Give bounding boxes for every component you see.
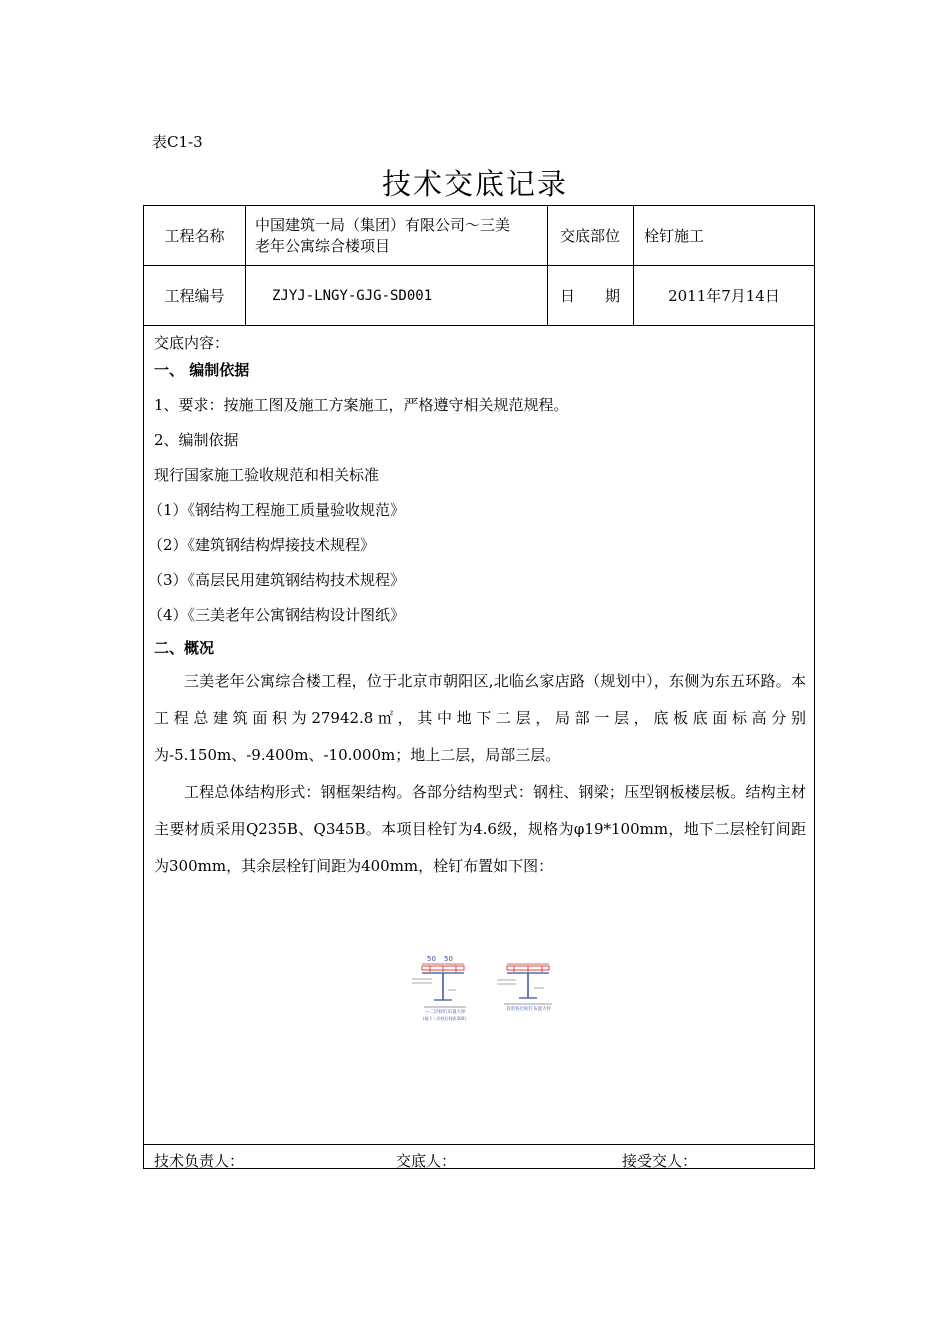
section-1-heading: 一、 编制依据	[154, 361, 250, 379]
tech-lead-label: 技术负责人：	[154, 1152, 245, 1170]
receiver-label: 接受交人：	[622, 1152, 698, 1170]
left-caption: —二层栓钉布置大样	[425, 1010, 466, 1015]
item-2: 2、编制依据	[154, 431, 239, 449]
project-name-line-1: 中国建筑一局（集团）有限公司～三美	[255, 216, 511, 234]
form-number: 表C1-3	[152, 133, 203, 151]
item-2-desc: 现行国家施工验收规范和相关标准	[154, 466, 380, 484]
record-form	[143, 205, 815, 1169]
content-intro: 交底内容：	[154, 334, 230, 352]
project-name-label: 工程名称	[164, 227, 225, 245]
location-label: 交底部位	[559, 227, 620, 245]
standard-item: （1）《钢结构工程施工质量验收规范》	[148, 501, 406, 519]
standard-item: （2）《建筑钢结构焊接技术规程》	[148, 536, 376, 554]
section-2-heading: 二、概况	[154, 639, 215, 657]
item-1: 1、要求：按施工图及施工方案施工，严格遵守相关规范规程。	[154, 396, 569, 414]
overview-paragraph-2: 工程总体结构形式：钢框架结构。各部分结构型式：钢柱、钢梁；压型钢板楼层板。结构主材主要材质采用Q235B、Q345B。本项目栓钉为4.6级，规格为φ19*100mm，地下二层栓钉间距为300mm，其余层栓钉间距为400mm，栓钉布置如下图：	[154, 783, 806, 875]
standard-item: （4）《三美老年公寓钢结构设计图纸》	[148, 606, 406, 624]
stud-layout-drawing-typical	[492, 958, 572, 1022]
stud-layout-drawing-b2	[404, 954, 484, 1028]
dim-label-b: 50	[444, 955, 453, 963]
project-no-value: ZJYJ-LNGY-GJG-SD001	[272, 287, 433, 304]
page-title: 技术交底记录	[381, 167, 568, 201]
dim-label-a: 50	[427, 955, 436, 963]
right-caption: 其余各层栓钉布置大样	[506, 1007, 551, 1012]
discloser-label: 交底人：	[396, 1152, 457, 1170]
project-name-line-2: 老年公寓综合楼项目	[255, 237, 391, 255]
standard-item: （3）《高层民用建筑钢结构技术规程》	[148, 571, 406, 589]
location-value: 栓钉施工	[644, 227, 705, 245]
project-no-label: 工程编号	[164, 287, 225, 305]
left-subcaption: (地下二层栓钉间距300)	[423, 1016, 466, 1021]
date-label: 日 期	[559, 287, 620, 305]
project-name-value	[255, 206, 545, 265]
date-value: 2011年7月14日	[668, 287, 780, 305]
overview-paragraph-1: 三美老年公寓综合楼工程，位于北京市朝阳区,北临幺家店路（规划中），东侧为东五环路。本工程总建筑面积为27942.8㎡，其中地下二层，局部一层，底板底面标高分别为-5.150m、-9.400m、-10.000m；地上二层，局部三层。	[154, 672, 806, 764]
